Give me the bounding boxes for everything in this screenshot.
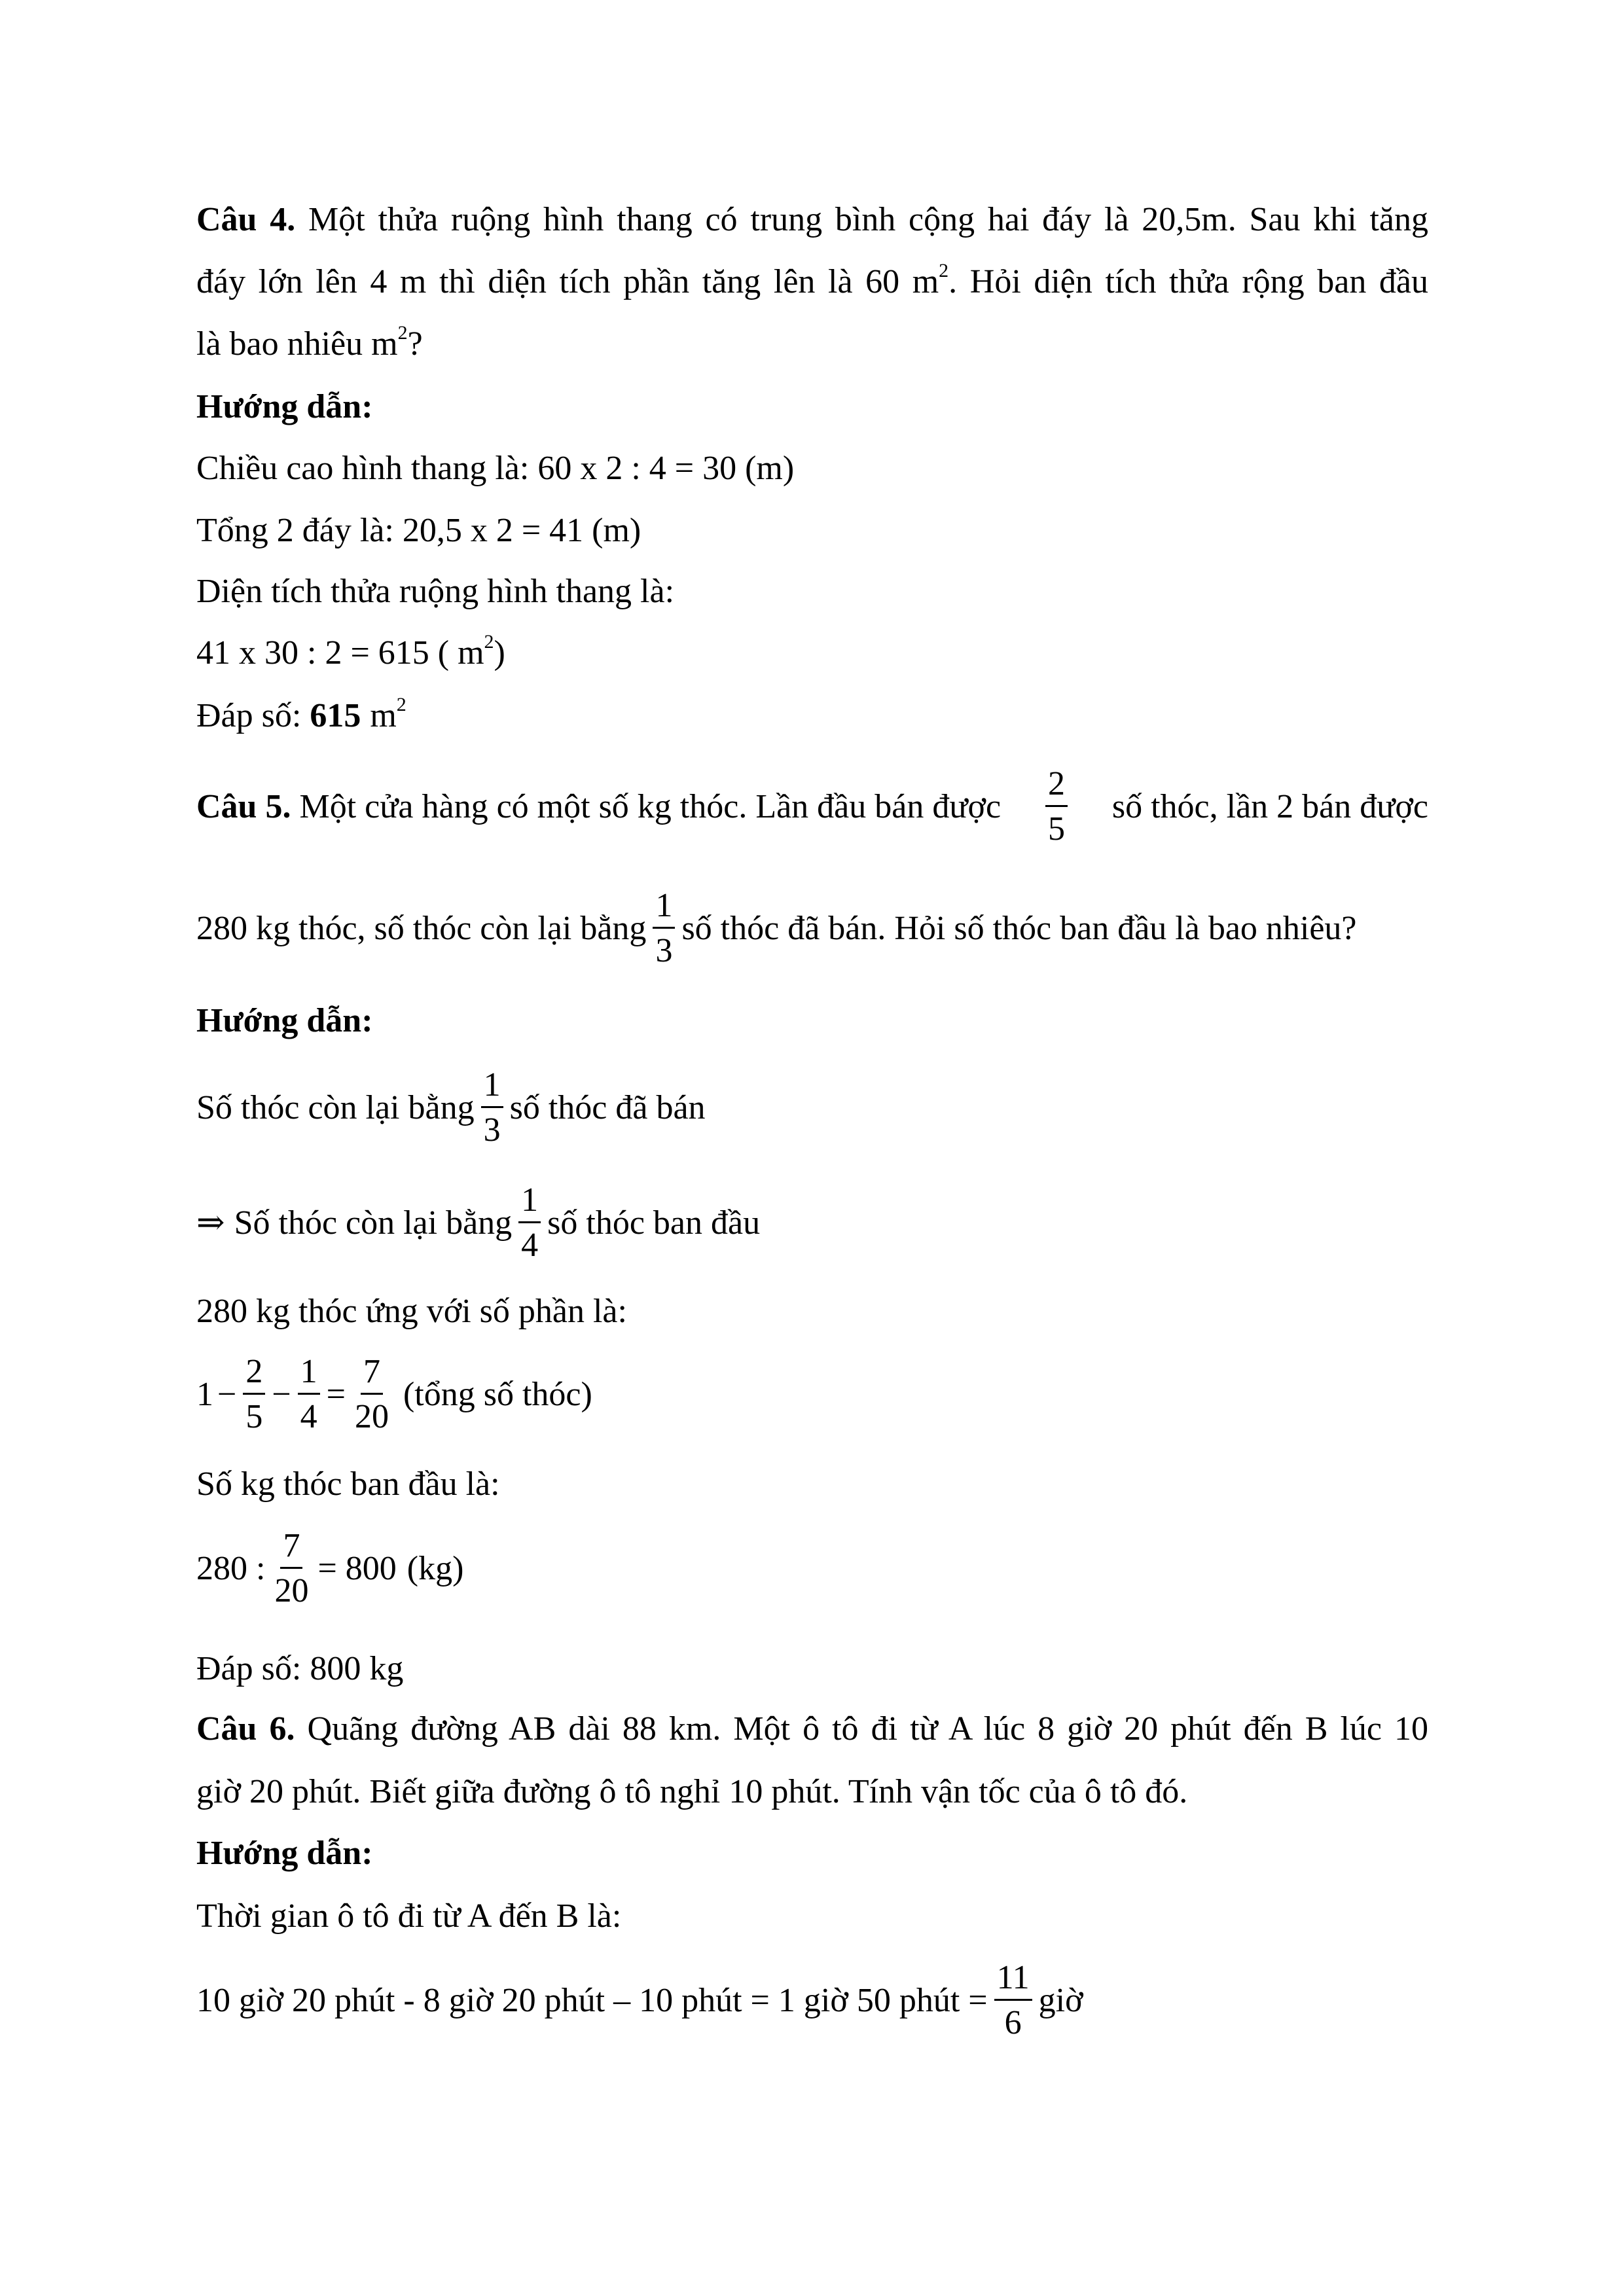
q5-e1-one: 1 xyxy=(196,1375,213,1413)
q4-line-2 xyxy=(196,260,1428,300)
q5-line-1 xyxy=(196,767,1428,846)
q5-e1-c-den: 20 xyxy=(354,1398,389,1435)
q4-step-4-unit: m xyxy=(458,634,484,672)
q5-e2-den: 20 xyxy=(274,1572,309,1609)
q5-step-3: 280 kg thóc ứng với số phần là: xyxy=(196,1293,627,1330)
q5-label: Câu 5. xyxy=(196,787,291,825)
q5-e2-result: = 800 xyxy=(317,1549,397,1587)
q5-step-1-fraction xyxy=(481,1068,503,1147)
q6-step-2b: giờ xyxy=(1038,1981,1083,2019)
q5-e1-fraction-b xyxy=(298,1355,320,1434)
q5-s1-num: 1 xyxy=(481,1068,503,1108)
q5-step-2 xyxy=(196,1183,760,1263)
q5-e1-b-num: 1 xyxy=(298,1355,320,1395)
q4-unit-m: m xyxy=(912,263,939,300)
q4-step-4a: 41 x 30 : 2 = 615 ( xyxy=(196,634,458,672)
q5-e1-fraction-c xyxy=(352,1355,391,1434)
q5-fraction-1-3 xyxy=(653,889,675,968)
q4-text-3a: là bao nhiêu xyxy=(196,325,372,363)
q5-e1-minus-2: − xyxy=(272,1375,291,1413)
q4-line-3 xyxy=(196,322,423,363)
q6-guide-heading: Hướng dẫn: xyxy=(196,1835,373,1872)
q4-text-3c: ? xyxy=(407,325,423,363)
q5-e2-fraction xyxy=(272,1529,311,1608)
q5-step-2b: số thóc ban đầu xyxy=(547,1204,761,1242)
q5-f1-den: 5 xyxy=(1047,810,1065,848)
q4-answer xyxy=(196,694,406,734)
q6-num: 11 xyxy=(994,1961,1032,2001)
q4-unit-m2: m xyxy=(371,325,398,363)
q5-e1-c-num: 7 xyxy=(361,1355,383,1395)
q5-e1-equals: = xyxy=(326,1375,346,1413)
q4-text-2c: . Hỏi diện tích thửa rộng ban đầu xyxy=(948,263,1428,300)
q4-text-2a: đáy lớn lên 4 m thì diện tích phần tăng lên là 60 xyxy=(196,263,912,300)
q5-e1-a-num: 2 xyxy=(243,1355,265,1395)
q5-text-2b: số thóc đã bán. Hỏi số thóc ban đầu là bao nhiêu? xyxy=(681,909,1357,947)
q5-e2-unit: (kg) xyxy=(406,1549,464,1587)
q5-e1-b-den: 4 xyxy=(300,1398,317,1435)
q5-line-2 xyxy=(196,889,1357,968)
q5-s1-den: 3 xyxy=(483,1111,501,1149)
q5-step-1b: số thóc đã bán xyxy=(509,1088,706,1126)
q6-den: 6 xyxy=(1004,2004,1022,2041)
q6-line-2: giờ 20 phút. Biết giữa đường ô tô nghỉ 10 phút. Tính vận tốc của ô tô đó. xyxy=(196,1773,1188,1810)
q4-answer-unit: m xyxy=(370,697,397,734)
q5-f1-num: 2 xyxy=(1045,767,1068,807)
q5-text-1b: số thóc, lần 2 bán được xyxy=(1111,787,1428,825)
q6-step-1: Thời gian ô tô đi từ A đến B là: xyxy=(196,1897,622,1935)
q6-line-1 xyxy=(196,1712,1428,1746)
q4-guide-heading: Hướng dẫn: xyxy=(196,388,373,425)
q5-equation-1 xyxy=(196,1355,592,1434)
q4-superscript: 2 xyxy=(939,260,949,281)
q5-e1-fraction-a xyxy=(243,1355,265,1434)
q5-s2-den: 4 xyxy=(521,1227,539,1264)
q5-equation-2 xyxy=(196,1529,463,1608)
q4-answer-label: Đáp số: xyxy=(196,697,310,734)
q5-guide-heading: Hướng dẫn: xyxy=(196,1002,373,1039)
q4-step-4-sup: 2 xyxy=(484,631,494,653)
q5-f2-den: 3 xyxy=(655,932,673,969)
q5-step-2a: Số thóc còn lại bằng xyxy=(234,1204,513,1242)
q4-step-1: Chiều cao hình thang là: 60 x 2 : 4 = 30 (m) xyxy=(196,450,795,487)
q5-step-1a: Số thóc còn lại bằng xyxy=(196,1088,475,1126)
implies-arrow-icon: ⇒ xyxy=(196,1204,225,1242)
q5-e2-left: 280 : xyxy=(196,1549,266,1587)
q4-line-1 xyxy=(196,203,1428,237)
q5-f2-num: 1 xyxy=(653,889,675,929)
q5-text-1a: Một cửa hàng có một số kg thóc. Lần đầu bán được xyxy=(299,787,1001,825)
q5-step-4: Số kg thóc ban đầu là: xyxy=(196,1465,500,1503)
q6-label: Câu 6. xyxy=(196,1710,295,1748)
q5-step-1 xyxy=(196,1068,706,1147)
q5-answer: Đáp số: 800 kg xyxy=(196,1650,404,1687)
q4-step-4c: ) xyxy=(494,634,505,672)
q4-step-3: Diện tích thửa ruộng hình thang là: xyxy=(196,573,675,610)
q5-text-2a: 280 kg thóc, số thóc còn lại bằng xyxy=(196,909,647,947)
q5-e1-note: (tổng số thóc) xyxy=(403,1375,592,1413)
q6-step-2a: 10 giờ 20 phút - 8 giờ 20 phút – 10 phút = 1 giờ 50 phút = xyxy=(196,1981,988,2019)
q5-e1-a-den: 5 xyxy=(245,1398,263,1435)
q4-text-1: Một thửa ruộng hình thang có trung bình cộng hai đáy là 20,5m. Sau khi tăng xyxy=(308,201,1428,238)
q4-label: Câu 4. xyxy=(196,201,296,238)
q5-s2-num: 1 xyxy=(518,1183,541,1223)
q4-superscript-2: 2 xyxy=(397,322,408,344)
q5-e1-minus-1: − xyxy=(217,1375,237,1413)
q6-text-1: Quãng đường AB dài 88 km. Một ô tô đi từ A lúc 8 giờ 20 phút đến B lúc 10 xyxy=(307,1710,1429,1748)
q6-step-2 xyxy=(196,1961,1083,2040)
q4-step-2: Tổng 2 đáy là: 20,5 x 2 = 41 (m) xyxy=(196,512,641,549)
q4-step-4 xyxy=(196,631,505,672)
q5-step-2-fraction xyxy=(518,1183,541,1263)
q4-answer-value: 615 xyxy=(310,697,361,734)
q6-fraction-11-6 xyxy=(994,1961,1032,2040)
q4-answer-sup: 2 xyxy=(396,694,406,715)
q5-e2-num: 7 xyxy=(280,1529,302,1569)
q5-fraction-2-5 xyxy=(1045,767,1068,846)
